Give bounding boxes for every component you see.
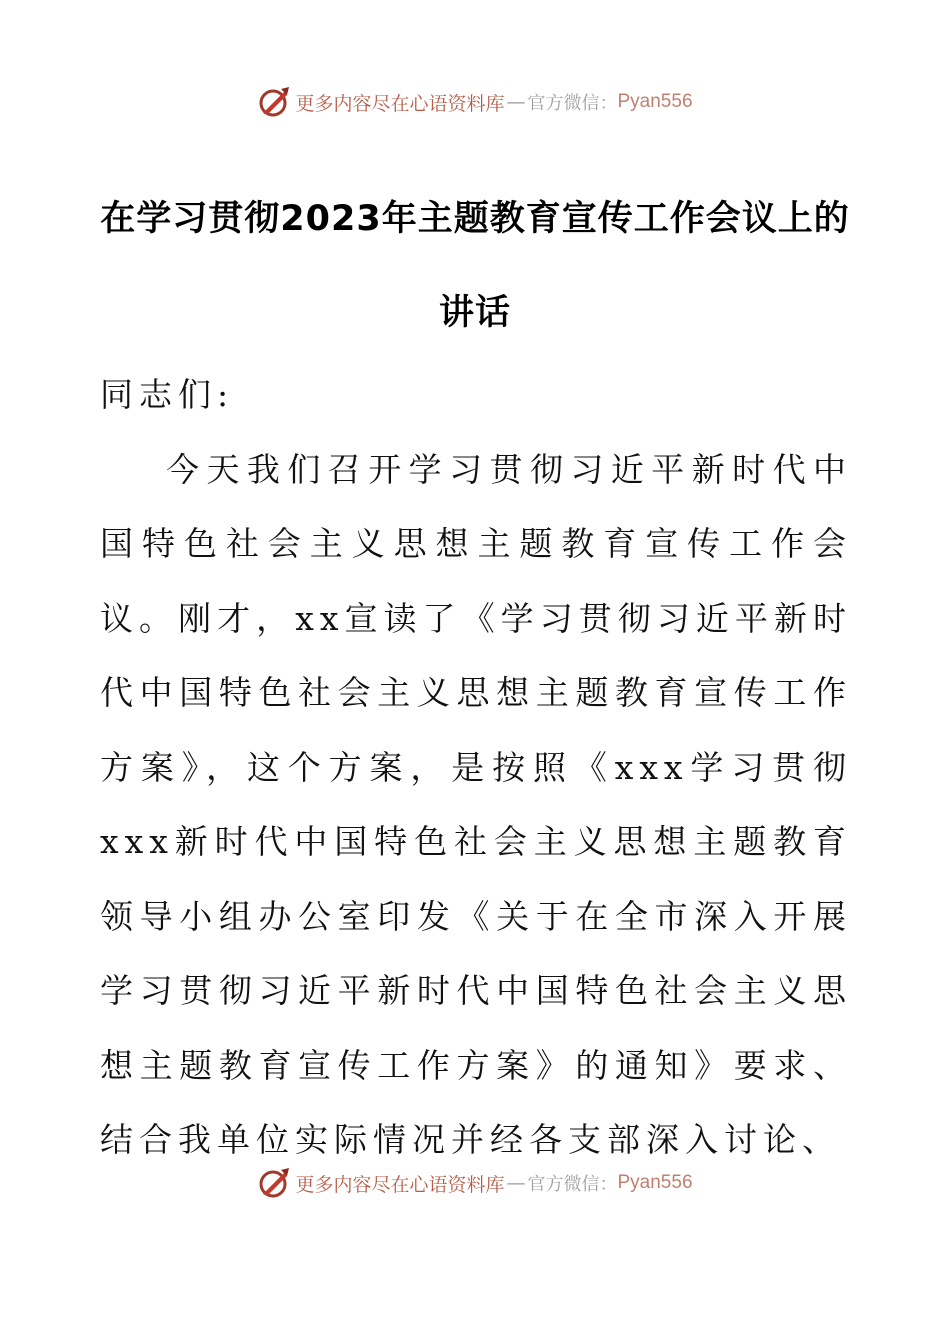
header-banner bbox=[0, 82, 950, 122]
banner-dash: — bbox=[506, 1172, 526, 1194]
banner-main-text: 更多内容尽在心语资料库 bbox=[295, 92, 505, 115]
document-title: 在学习贯彻2023年主题教育宣传工作会议上的讲话 bbox=[100, 199, 850, 333]
footer-banner bbox=[0, 1163, 950, 1203]
banner-sub-text: 官方微信： bbox=[527, 93, 618, 114]
salutation: 同志们: bbox=[100, 375, 235, 414]
document-body bbox=[100, 358, 852, 1178]
banner-wechat-id: Pyan556 bbox=[617, 91, 693, 112]
banner-dash: — bbox=[506, 91, 526, 113]
paragraph: 今天我们召开学习贯彻习近平新时代中国特色社会主义思想主题教育宣传工作会议。刚才，xx宣读了《学习贯彻习近平新时代中国特色社会主义思想主题教育宣传工作方案》，这个方案，是按照《xxx学习贯彻xxx新时代中国特色社会主义思想主题教育领导小组办公室印发《关于在全市深入开展学习贯彻习近平新时代中国特色社会主义思想主题教育宣传工作方案》的通知》要求、结合我单位实际情况并经各支部深入讨论、 bbox=[100, 449, 852, 1159]
quill-logo-icon bbox=[257, 85, 291, 119]
banner-main-text: 更多内容尽在心语资料库 bbox=[295, 1173, 505, 1196]
quill-logo-icon bbox=[257, 1166, 291, 1200]
banner-sub-text: 官方微信： bbox=[527, 1174, 618, 1195]
banner-wechat-id: Pyan556 bbox=[617, 1172, 693, 1193]
